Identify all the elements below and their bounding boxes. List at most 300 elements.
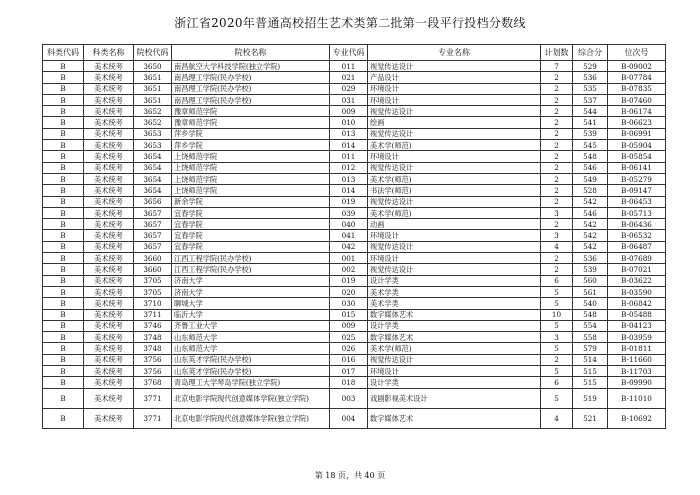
cell-category-code: B xyxy=(43,408,84,428)
cell-plan-count: 6 xyxy=(541,377,573,388)
cell-plan-count: 2 xyxy=(541,253,573,264)
cell-category-name: 美术统考 xyxy=(84,230,134,241)
cell-rank-number: B-05904 xyxy=(608,140,666,151)
cell-school-code: 3710 xyxy=(134,298,172,309)
cell-school-name: 济南大学 xyxy=(172,286,330,297)
cell-plan-count: 4 xyxy=(541,408,573,428)
cell-category-code: B xyxy=(43,241,84,252)
cell-major-name: 设计学类 xyxy=(368,275,541,286)
cell-category-code: B xyxy=(43,264,84,275)
cell-major-code: 014 xyxy=(330,140,368,151)
cell-rank-number: B-05713 xyxy=(608,207,666,218)
table-row xyxy=(43,343,666,354)
cell-rank-number: B-06842 xyxy=(608,298,666,309)
cell-major-code: 019 xyxy=(330,275,368,286)
table-row xyxy=(43,354,666,365)
cell-composite-score: 539 xyxy=(573,264,608,275)
cell-rank-number: B-09147 xyxy=(608,185,666,196)
cell-rank-number: B-06623 xyxy=(608,117,666,128)
cell-category-name: 美术统考 xyxy=(84,253,134,264)
cell-category-name: 美术统考 xyxy=(84,219,134,230)
cell-rank-number: B-05488 xyxy=(608,309,666,320)
cell-composite-score: 542 xyxy=(573,196,608,207)
cell-plan-count: 2 xyxy=(541,106,573,117)
cell-composite-score: 542 xyxy=(573,230,608,241)
cell-major-name: 环境设计 xyxy=(368,151,541,162)
cell-school-name: 齐鲁工业大学 xyxy=(172,320,330,331)
cell-category-name: 美术统考 xyxy=(84,275,134,286)
cell-category-name: 美术统考 xyxy=(84,61,134,72)
cell-major-code: 020 xyxy=(330,286,368,297)
cell-school-code: 3711 xyxy=(134,309,172,320)
cell-major-name: 环境设计 xyxy=(368,230,541,241)
table-row xyxy=(43,151,666,162)
column-header-school-code: 院校代码 xyxy=(134,45,172,61)
cell-school-code: 3756 xyxy=(134,354,172,365)
cell-rank-number: B-06487 xyxy=(608,241,666,252)
cell-category-name: 美术统考 xyxy=(84,72,134,83)
cell-category-name: 美术统考 xyxy=(84,408,134,428)
cell-plan-count: 2 xyxy=(541,117,573,128)
cell-school-name: 新余学院 xyxy=(172,196,330,207)
cell-school-name: 上饶师范学院 xyxy=(172,173,330,184)
cell-plan-count: 2 xyxy=(541,185,573,196)
cell-major-code: 026 xyxy=(330,343,368,354)
cell-plan-count: 5 xyxy=(541,388,573,408)
cell-school-code: 3657 xyxy=(134,219,172,230)
cell-major-name: 美术学(师范) xyxy=(368,173,541,184)
cell-school-code: 3771 xyxy=(134,408,172,428)
column-header-category-name: 科类名称 xyxy=(84,45,134,61)
cell-school-name: 临沂大学 xyxy=(172,309,330,320)
table-row xyxy=(43,230,666,241)
cell-rank-number: B-07460 xyxy=(608,94,666,105)
cell-major-name: 视觉传达设计 xyxy=(368,196,541,207)
cell-major-code: 016 xyxy=(330,354,368,365)
cell-school-name: 豫章师范学院 xyxy=(172,117,330,128)
cell-major-name: 环境设计 xyxy=(368,94,541,105)
column-header-major-code: 专业代码 xyxy=(330,45,368,61)
cell-composite-score: 548 xyxy=(573,151,608,162)
cell-major-code: 004 xyxy=(330,408,368,428)
cell-school-code: 3654 xyxy=(134,151,172,162)
cell-rank-number: B-06453 xyxy=(608,196,666,207)
cell-category-code: B xyxy=(43,173,84,184)
cell-major-code: 042 xyxy=(330,241,368,252)
cell-school-name: 山东师范大学 xyxy=(172,332,330,343)
cell-rank-number: B-09002 xyxy=(608,61,666,72)
cell-plan-count: 5 xyxy=(541,366,573,377)
cell-rank-number: B-05279 xyxy=(608,173,666,184)
cell-major-code: 013 xyxy=(330,173,368,184)
cell-category-name: 美术统考 xyxy=(84,94,134,105)
cell-school-code: 3756 xyxy=(134,366,172,377)
cell-composite-score: 549 xyxy=(573,173,608,184)
cell-category-name: 美术统考 xyxy=(84,377,134,388)
column-header-rank-number: 位次号 xyxy=(608,45,666,61)
cell-category-code: B xyxy=(43,309,84,320)
cell-major-code: 014 xyxy=(330,185,368,196)
table-row xyxy=(43,309,666,320)
cell-category-code: B xyxy=(43,207,84,218)
cell-category-code: B xyxy=(43,354,84,365)
cell-category-name: 美术统考 xyxy=(84,173,134,184)
cell-school-code: 3656 xyxy=(134,196,172,207)
cell-category-name: 美术统考 xyxy=(84,366,134,377)
cell-rank-number: B-09990 xyxy=(608,377,666,388)
cell-major-code: 002 xyxy=(330,264,368,275)
cell-rank-number: B-01811 xyxy=(608,343,666,354)
cell-major-name: 视觉传达设计 xyxy=(368,162,541,173)
column-header-plan-count: 计划数 xyxy=(541,45,573,61)
cell-plan-count: 2 xyxy=(541,162,573,173)
cell-plan-count: 2 xyxy=(541,264,573,275)
cell-plan-count: 2 xyxy=(541,128,573,139)
cell-composite-score: 560 xyxy=(573,275,608,286)
table-row xyxy=(43,94,666,105)
cell-major-name: 视觉传达设计 xyxy=(368,264,541,275)
table-header-row xyxy=(43,45,666,61)
cell-major-code: 029 xyxy=(330,83,368,94)
cell-category-name: 美术统考 xyxy=(84,196,134,207)
cell-major-name: 美术学(师范) xyxy=(368,140,541,151)
cell-school-name: 山东师范大学 xyxy=(172,343,330,354)
page-number: 第 18 页，共 40 页 xyxy=(314,471,386,480)
cell-rank-number: B-11703 xyxy=(608,366,666,377)
cell-school-name: 上饶师范学院 xyxy=(172,162,330,173)
table-row xyxy=(43,196,666,207)
cell-school-name: 青岛理工大学琴岛学院(独立学院) xyxy=(172,377,330,388)
cell-plan-count: 5 xyxy=(541,320,573,331)
cell-plan-count: 2 xyxy=(541,196,573,207)
cell-major-code: 039 xyxy=(330,207,368,218)
cell-rank-number: B-10692 xyxy=(608,408,666,428)
cell-category-name: 美术统考 xyxy=(84,128,134,139)
cell-category-code: B xyxy=(43,72,84,83)
cell-composite-score: 558 xyxy=(573,332,608,343)
table-row xyxy=(43,128,666,139)
cell-school-code: 3654 xyxy=(134,173,172,184)
cell-category-code: B xyxy=(43,106,84,117)
cell-plan-count: 2 xyxy=(541,140,573,151)
cell-school-name: 萍乡学院 xyxy=(172,140,330,151)
column-header-school-name: 院校名称 xyxy=(172,45,330,61)
cell-school-name: 聊城大学 xyxy=(172,298,330,309)
cell-major-name: 视觉传达设计 xyxy=(368,241,541,252)
cell-category-name: 美术统考 xyxy=(84,309,134,320)
table-row xyxy=(43,286,666,297)
cell-category-code: B xyxy=(43,253,84,264)
cell-category-name: 美术统考 xyxy=(84,185,134,196)
cell-major-code: 015 xyxy=(330,309,368,320)
cell-composite-score: 519 xyxy=(573,388,608,408)
cell-category-name: 美术统考 xyxy=(84,388,134,408)
cell-category-name: 美术统考 xyxy=(84,264,134,275)
cell-major-name: 视觉传达设计 xyxy=(368,354,541,365)
cell-plan-count: 3 xyxy=(541,332,573,343)
cell-school-code: 3705 xyxy=(134,286,172,297)
cell-composite-score: 536 xyxy=(573,253,608,264)
cell-school-name: 宜春学院 xyxy=(172,241,330,252)
cell-major-name: 环境设计 xyxy=(368,366,541,377)
cell-composite-score: 544 xyxy=(573,106,608,117)
cell-rank-number: B-07784 xyxy=(608,72,666,83)
cell-composite-score: 554 xyxy=(573,320,608,331)
cell-composite-score: 515 xyxy=(573,377,608,388)
cell-school-name: 宜春学院 xyxy=(172,219,330,230)
cell-category-name: 美术统考 xyxy=(84,106,134,117)
cell-composite-score: 537 xyxy=(573,94,608,105)
table-row xyxy=(43,241,666,252)
table-row xyxy=(43,106,666,117)
cell-school-code: 3653 xyxy=(134,140,172,151)
cell-major-name: 戏剧影视美术设计 xyxy=(368,388,541,408)
cell-major-name: 视觉传达设计 xyxy=(368,106,541,117)
cell-school-name: 南昌航空大学科技学院(独立学院) xyxy=(172,61,330,72)
cell-composite-score: 529 xyxy=(573,61,608,72)
cell-school-code: 3748 xyxy=(134,343,172,354)
cell-major-name: 设计学类 xyxy=(368,320,541,331)
cell-category-name: 美术统考 xyxy=(84,320,134,331)
table-row xyxy=(43,72,666,83)
cell-school-name: 山东英才学院(民办学校) xyxy=(172,354,330,365)
cell-school-code: 3660 xyxy=(134,253,172,264)
cell-category-name: 美术统考 xyxy=(84,354,134,365)
cell-major-code: 010 xyxy=(330,117,368,128)
cell-composite-score: 539 xyxy=(573,128,608,139)
cell-school-name: 南昌理工学院(民办学校) xyxy=(172,94,330,105)
cell-category-code: B xyxy=(43,151,84,162)
cell-rank-number: B-07021 xyxy=(608,264,666,275)
cell-category-name: 美术统考 xyxy=(84,332,134,343)
cell-school-code: 3705 xyxy=(134,275,172,286)
admission-score-table xyxy=(42,44,666,429)
cell-category-code: B xyxy=(43,140,84,151)
cell-major-code: 003 xyxy=(330,388,368,408)
cell-school-code: 3650 xyxy=(134,61,172,72)
cell-category-code: B xyxy=(43,185,84,196)
table-row xyxy=(43,117,666,128)
cell-school-name: 北京电影学院现代创意媒体学院(独立学院) xyxy=(172,408,330,428)
cell-category-code: B xyxy=(43,377,84,388)
cell-major-name: 产品设计 xyxy=(368,72,541,83)
cell-school-code: 3748 xyxy=(134,332,172,343)
cell-category-name: 美术统考 xyxy=(84,343,134,354)
cell-composite-score: 528 xyxy=(573,185,608,196)
cell-school-code: 3652 xyxy=(134,106,172,117)
cell-category-code: B xyxy=(43,61,84,72)
table-row xyxy=(43,264,666,275)
cell-category-name: 美术统考 xyxy=(84,117,134,128)
cell-category-name: 美术统考 xyxy=(84,286,134,297)
cell-plan-count: 2 xyxy=(541,83,573,94)
cell-school-code: 3768 xyxy=(134,377,172,388)
cell-plan-count: 5 xyxy=(541,343,573,354)
cell-major-code: 019 xyxy=(330,196,368,207)
cell-school-name: 宜春学院 xyxy=(172,207,330,218)
table-row xyxy=(43,207,666,218)
cell-rank-number: B-03590 xyxy=(608,286,666,297)
cell-major-code: 031 xyxy=(330,94,368,105)
cell-plan-count: 2 xyxy=(541,354,573,365)
cell-school-name: 南昌理工学院(民办学校) xyxy=(172,83,330,94)
cell-school-name: 上饶师范学院 xyxy=(172,185,330,196)
table-row xyxy=(43,219,666,230)
table-row xyxy=(43,140,666,151)
cell-plan-count: 2 xyxy=(541,219,573,230)
cell-school-name: 宜春学院 xyxy=(172,230,330,241)
cell-major-name: 环境设计 xyxy=(368,253,541,264)
cell-rank-number: B-07835 xyxy=(608,83,666,94)
cell-school-name: 北京电影学院现代创意媒体学院(独立学院) xyxy=(172,388,330,408)
table-row xyxy=(43,253,666,264)
cell-category-code: B xyxy=(43,117,84,128)
table-row xyxy=(43,185,666,196)
cell-school-code: 3746 xyxy=(134,320,172,331)
cell-composite-score: 561 xyxy=(573,286,608,297)
cell-rank-number: B-06141 xyxy=(608,162,666,173)
cell-plan-count: 5 xyxy=(541,298,573,309)
cell-major-name: 设计学类 xyxy=(368,377,541,388)
cell-major-code: 025 xyxy=(330,332,368,343)
cell-composite-score: 521 xyxy=(573,408,608,428)
cell-major-name: 数字媒体艺术 xyxy=(368,408,541,428)
cell-category-code: B xyxy=(43,298,84,309)
cell-category-code: B xyxy=(43,162,84,173)
cell-plan-count: 7 xyxy=(541,61,573,72)
cell-category-name: 美术统考 xyxy=(84,162,134,173)
cell-plan-count: 4 xyxy=(541,241,573,252)
table-row xyxy=(43,332,666,343)
table-body xyxy=(43,61,666,429)
cell-major-name: 美术学类 xyxy=(368,286,541,297)
cell-major-code: 011 xyxy=(330,151,368,162)
cell-rank-number: B-06991 xyxy=(608,128,666,139)
cell-category-name: 美术统考 xyxy=(84,298,134,309)
cell-rank-number: B-06174 xyxy=(608,106,666,117)
cell-composite-score: 541 xyxy=(573,117,608,128)
cell-major-code: 018 xyxy=(330,377,368,388)
table-row xyxy=(43,366,666,377)
cell-category-code: B xyxy=(43,343,84,354)
cell-major-name: 视觉传达设计 xyxy=(368,61,541,72)
cell-plan-count: 2 xyxy=(541,151,573,162)
cell-category-code: B xyxy=(43,83,84,94)
cell-school-code: 3651 xyxy=(134,94,172,105)
cell-major-name: 环境设计 xyxy=(368,83,541,94)
cell-category-code: B xyxy=(43,94,84,105)
cell-category-code: B xyxy=(43,366,84,377)
cell-composite-score: 542 xyxy=(573,241,608,252)
cell-category-code: B xyxy=(43,286,84,297)
cell-rank-number: B-11010 xyxy=(608,388,666,408)
table-row xyxy=(43,388,666,408)
cell-major-code: 021 xyxy=(330,72,368,83)
cell-composite-score: 514 xyxy=(573,354,608,365)
cell-composite-score: 542 xyxy=(573,219,608,230)
column-header-composite-score: 综合分 xyxy=(573,45,608,61)
cell-rank-number: B-03622 xyxy=(608,275,666,286)
cell-major-code: 017 xyxy=(330,366,368,377)
cell-major-code: 030 xyxy=(330,298,368,309)
cell-rank-number: B-07689 xyxy=(608,253,666,264)
table-row xyxy=(43,83,666,94)
cell-category-code: B xyxy=(43,388,84,408)
cell-plan-count: 3 xyxy=(541,207,573,218)
table-row xyxy=(43,298,666,309)
cell-rank-number: B-05854 xyxy=(608,151,666,162)
table-row xyxy=(43,162,666,173)
column-header-category-code: 科类代码 xyxy=(43,45,84,61)
cell-school-code: 3653 xyxy=(134,128,172,139)
cell-category-code: B xyxy=(43,230,84,241)
cell-major-name: 数字媒体艺术 xyxy=(368,309,541,320)
table-row xyxy=(43,173,666,184)
cell-composite-score: 579 xyxy=(573,343,608,354)
cell-composite-score: 515 xyxy=(573,366,608,377)
cell-major-name: 书法学(师范) xyxy=(368,185,541,196)
cell-major-code: 013 xyxy=(330,128,368,139)
cell-composite-score: 535 xyxy=(573,83,608,94)
cell-composite-score: 548 xyxy=(573,309,608,320)
cell-school-name: 山东英才学院(民办学校) xyxy=(172,366,330,377)
cell-school-code: 3654 xyxy=(134,185,172,196)
cell-composite-score: 536 xyxy=(573,72,608,83)
cell-major-name: 动画 xyxy=(368,219,541,230)
cell-school-name: 江西工程学院(民办学校) xyxy=(172,264,330,275)
table-row xyxy=(43,320,666,331)
cell-school-code: 3651 xyxy=(134,83,172,94)
table-row xyxy=(43,377,666,388)
cell-school-code: 3657 xyxy=(134,230,172,241)
cell-plan-count: 5 xyxy=(541,286,573,297)
cell-composite-score: 545 xyxy=(573,140,608,151)
cell-major-code: 009 xyxy=(330,320,368,331)
cell-plan-count: 2 xyxy=(541,173,573,184)
cell-school-code: 3657 xyxy=(134,241,172,252)
cell-plan-count: 3 xyxy=(541,230,573,241)
cell-category-name: 美术统考 xyxy=(84,241,134,252)
cell-major-name: 绘画 xyxy=(368,117,541,128)
column-header-major-name: 专业名称 xyxy=(368,45,541,61)
cell-school-name: 豫章师范学院 xyxy=(172,106,330,117)
cell-plan-count: 2 xyxy=(541,94,573,105)
cell-category-name: 美术统考 xyxy=(84,83,134,94)
cell-rank-number: B-04123 xyxy=(608,320,666,331)
cell-rank-number: B-06436 xyxy=(608,219,666,230)
cell-rank-number: B-06532 xyxy=(608,230,666,241)
cell-school-code: 3654 xyxy=(134,162,172,173)
cell-category-code: B xyxy=(43,320,84,331)
cell-major-code: 012 xyxy=(330,162,368,173)
cell-plan-count: 2 xyxy=(541,72,573,83)
cell-category-code: B xyxy=(43,219,84,230)
cell-plan-count: 6 xyxy=(541,275,573,286)
table-row xyxy=(43,408,666,428)
table-row xyxy=(43,61,666,72)
cell-category-name: 美术统考 xyxy=(84,151,134,162)
cell-school-code: 3771 xyxy=(134,388,172,408)
cell-category-code: B xyxy=(43,332,84,343)
cell-school-code: 3660 xyxy=(134,264,172,275)
cell-major-code: 011 xyxy=(330,61,368,72)
cell-plan-count: 10 xyxy=(541,309,573,320)
table-row xyxy=(43,275,666,286)
cell-composite-score: 546 xyxy=(573,162,608,173)
cell-major-name: 数字媒体艺术 xyxy=(368,332,541,343)
cell-school-name: 萍乡学院 xyxy=(172,128,330,139)
cell-category-code: B xyxy=(43,196,84,207)
